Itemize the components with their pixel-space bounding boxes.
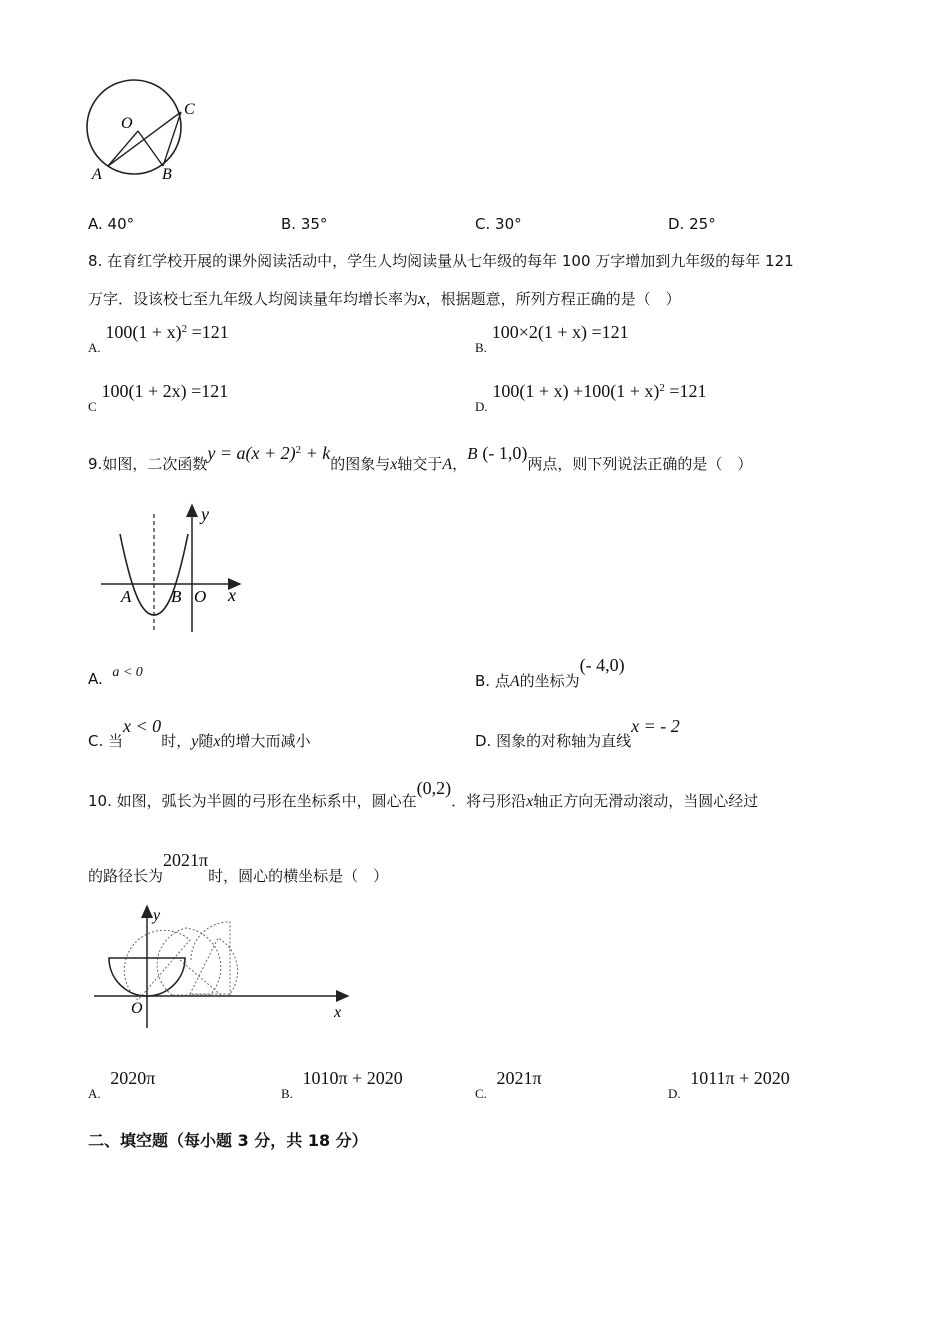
option-formula: a < 0 — [112, 665, 143, 680]
q9-option-a — [88, 662, 143, 688]
option-text: 点 — [494, 672, 510, 690]
label-a: A — [92, 166, 102, 183]
variable-y: y — [191, 733, 199, 750]
question-text: 如图，弧长为半圆的弓形在坐标系中，圆心在 — [116, 792, 417, 810]
option-formula: 100(1 + x) +100(1 + x) — [492, 381, 660, 401]
question-text: 时，圆心的横坐标是（ ） — [208, 867, 389, 885]
exponent: 2 — [659, 382, 665, 394]
option-formula: 1011π + 2020 — [690, 1068, 790, 1088]
question-text: 的图象与 — [330, 455, 391, 473]
option-text: 当 — [108, 732, 124, 750]
q10-option-c — [475, 1068, 542, 1101]
variable-x: x — [526, 793, 534, 810]
segment-bc — [163, 112, 181, 166]
exponent: 2 — [181, 323, 188, 335]
label-o: O — [194, 587, 207, 606]
option-formula: (- 4,0) — [579, 655, 625, 675]
option-text: 的增大而减小 — [220, 732, 311, 750]
option-letter: B. — [475, 340, 487, 355]
question-text: 在育红学校开展的课外阅读活动中，学生人均阅读量从七年级的每年 100 万字增加到九年级的每年 121 — [107, 252, 794, 270]
option-letter: D. — [475, 732, 492, 750]
q9-line — [88, 443, 753, 473]
segment-oa — [108, 131, 138, 166]
option-letter: D. — [668, 215, 685, 233]
circle-figure — [80, 75, 210, 190]
variable-x: x — [418, 289, 426, 308]
label-c: C — [184, 101, 195, 118]
option-letter: A. — [88, 340, 101, 355]
q7-option-d — [668, 215, 716, 233]
q8-option-b — [475, 322, 629, 355]
question-text: ，根据题意，所列方程正确的是（ ） — [425, 290, 681, 308]
question-text: ， — [452, 455, 468, 473]
q8-option-d — [475, 381, 707, 414]
q8-line1 — [88, 250, 794, 271]
parabola-figure — [95, 500, 255, 640]
q7-option-a — [88, 215, 134, 233]
segment-ob — [138, 131, 163, 166]
option-text: 25° — [689, 215, 716, 233]
q8-line2 — [88, 288, 681, 309]
label-x: x — [228, 585, 236, 605]
question-text: 轴交于 — [397, 455, 443, 473]
label-x: x — [334, 1004, 342, 1021]
semicircle-figure — [90, 900, 355, 1032]
option-formula: 100(1 + x) — [105, 322, 182, 342]
option-letter: D. — [475, 399, 488, 414]
option-formula: 2020π — [110, 1068, 156, 1088]
question-text: 如图，二次函数 — [102, 455, 208, 473]
option-letter: C — [88, 399, 97, 414]
option-formula: 2021π — [496, 1068, 542, 1088]
variable-b: B — [467, 444, 478, 463]
q10-option-a — [88, 1068, 156, 1101]
q9-option-b — [475, 655, 625, 690]
label-o: O — [121, 115, 133, 132]
label-y: y — [201, 504, 209, 524]
option-formula: 100(1 + 2x) =121 — [101, 381, 229, 401]
option-formula: =121 — [664, 381, 707, 401]
option-letter: B. — [475, 672, 491, 690]
rolled-position-4 — [191, 922, 230, 996]
option-letter: D. — [668, 1086, 681, 1101]
question-number: 8. — [88, 252, 103, 270]
variable-x: x — [390, 456, 398, 473]
option-text: 随 — [198, 732, 214, 750]
rolled-position-1 — [124, 930, 190, 1000]
option-text: 图象的对称轴为直线 — [496, 732, 632, 750]
label-a: A — [121, 587, 132, 606]
option-letter: C. — [475, 1086, 487, 1101]
option-formula: x = - 2 — [631, 716, 680, 736]
q10-option-d — [668, 1068, 790, 1101]
option-text: 40° — [107, 215, 135, 233]
question-text: 万字．设该校七至九年级人均阅读量年均增长率为 — [88, 290, 419, 308]
question-text: ．将弓形沿 — [451, 792, 527, 810]
q9-option-d — [475, 716, 680, 750]
path-length: 2021π — [163, 850, 209, 870]
q7-option-c — [475, 215, 522, 233]
variable-a: A — [442, 456, 453, 473]
option-letter: B. — [281, 215, 297, 233]
option-formula: 1010π + 2020 — [302, 1068, 403, 1088]
option-text: 的坐标为 — [519, 672, 580, 690]
rolled-position-2 — [157, 928, 221, 995]
variable-x: x — [213, 733, 221, 750]
option-letter: B. — [281, 1086, 293, 1101]
q10-option-b — [281, 1068, 403, 1101]
question-number: 10. — [88, 792, 112, 810]
center-coord: (0,2) — [416, 778, 452, 798]
option-formula: =121 — [187, 322, 229, 342]
formula: + k — [301, 443, 331, 463]
option-text: 30° — [495, 215, 522, 233]
option-letter: A. — [88, 1086, 101, 1101]
q10-line1 — [88, 778, 759, 810]
rolled-chord — [180, 960, 222, 996]
option-letter: A. — [88, 215, 103, 233]
point-b-coord: (- 1,0) — [482, 443, 528, 463]
q8-option-c — [88, 381, 229, 414]
exponent: 2 — [295, 444, 302, 456]
option-formula: 100×2(1 + x) =121 — [491, 322, 629, 342]
question-text: 轴正方向无滑动滚动，当圆心经过 — [533, 792, 759, 810]
q7-option-b — [281, 215, 327, 233]
q9-option-c — [88, 716, 311, 750]
question-text: 的路径长为 — [88, 867, 164, 885]
q8-option-a — [88, 322, 229, 355]
label-o: O — [131, 1000, 143, 1017]
circle-outline — [87, 80, 181, 174]
option-text: 35° — [300, 215, 328, 233]
label-b: B — [171, 587, 182, 606]
option-letter: C. — [88, 732, 104, 750]
option-formula: x < 0 — [123, 716, 162, 736]
option-letter: A. — [88, 670, 103, 688]
label-b: B — [162, 166, 172, 183]
option-text: 时， — [161, 732, 192, 750]
question-number: 9. — [88, 455, 103, 473]
question-text: 两点，则下列说法正确的是（ ） — [527, 455, 753, 473]
label-y: y — [153, 907, 161, 924]
q10-line2 — [88, 850, 389, 885]
option-letter: C. — [475, 215, 491, 233]
variable-a: A — [509, 673, 520, 690]
section-2-title: 二、填空题（每小题 3 分，共 18 分） — [88, 1131, 368, 1150]
formula: y = a(x + 2) — [207, 443, 296, 463]
